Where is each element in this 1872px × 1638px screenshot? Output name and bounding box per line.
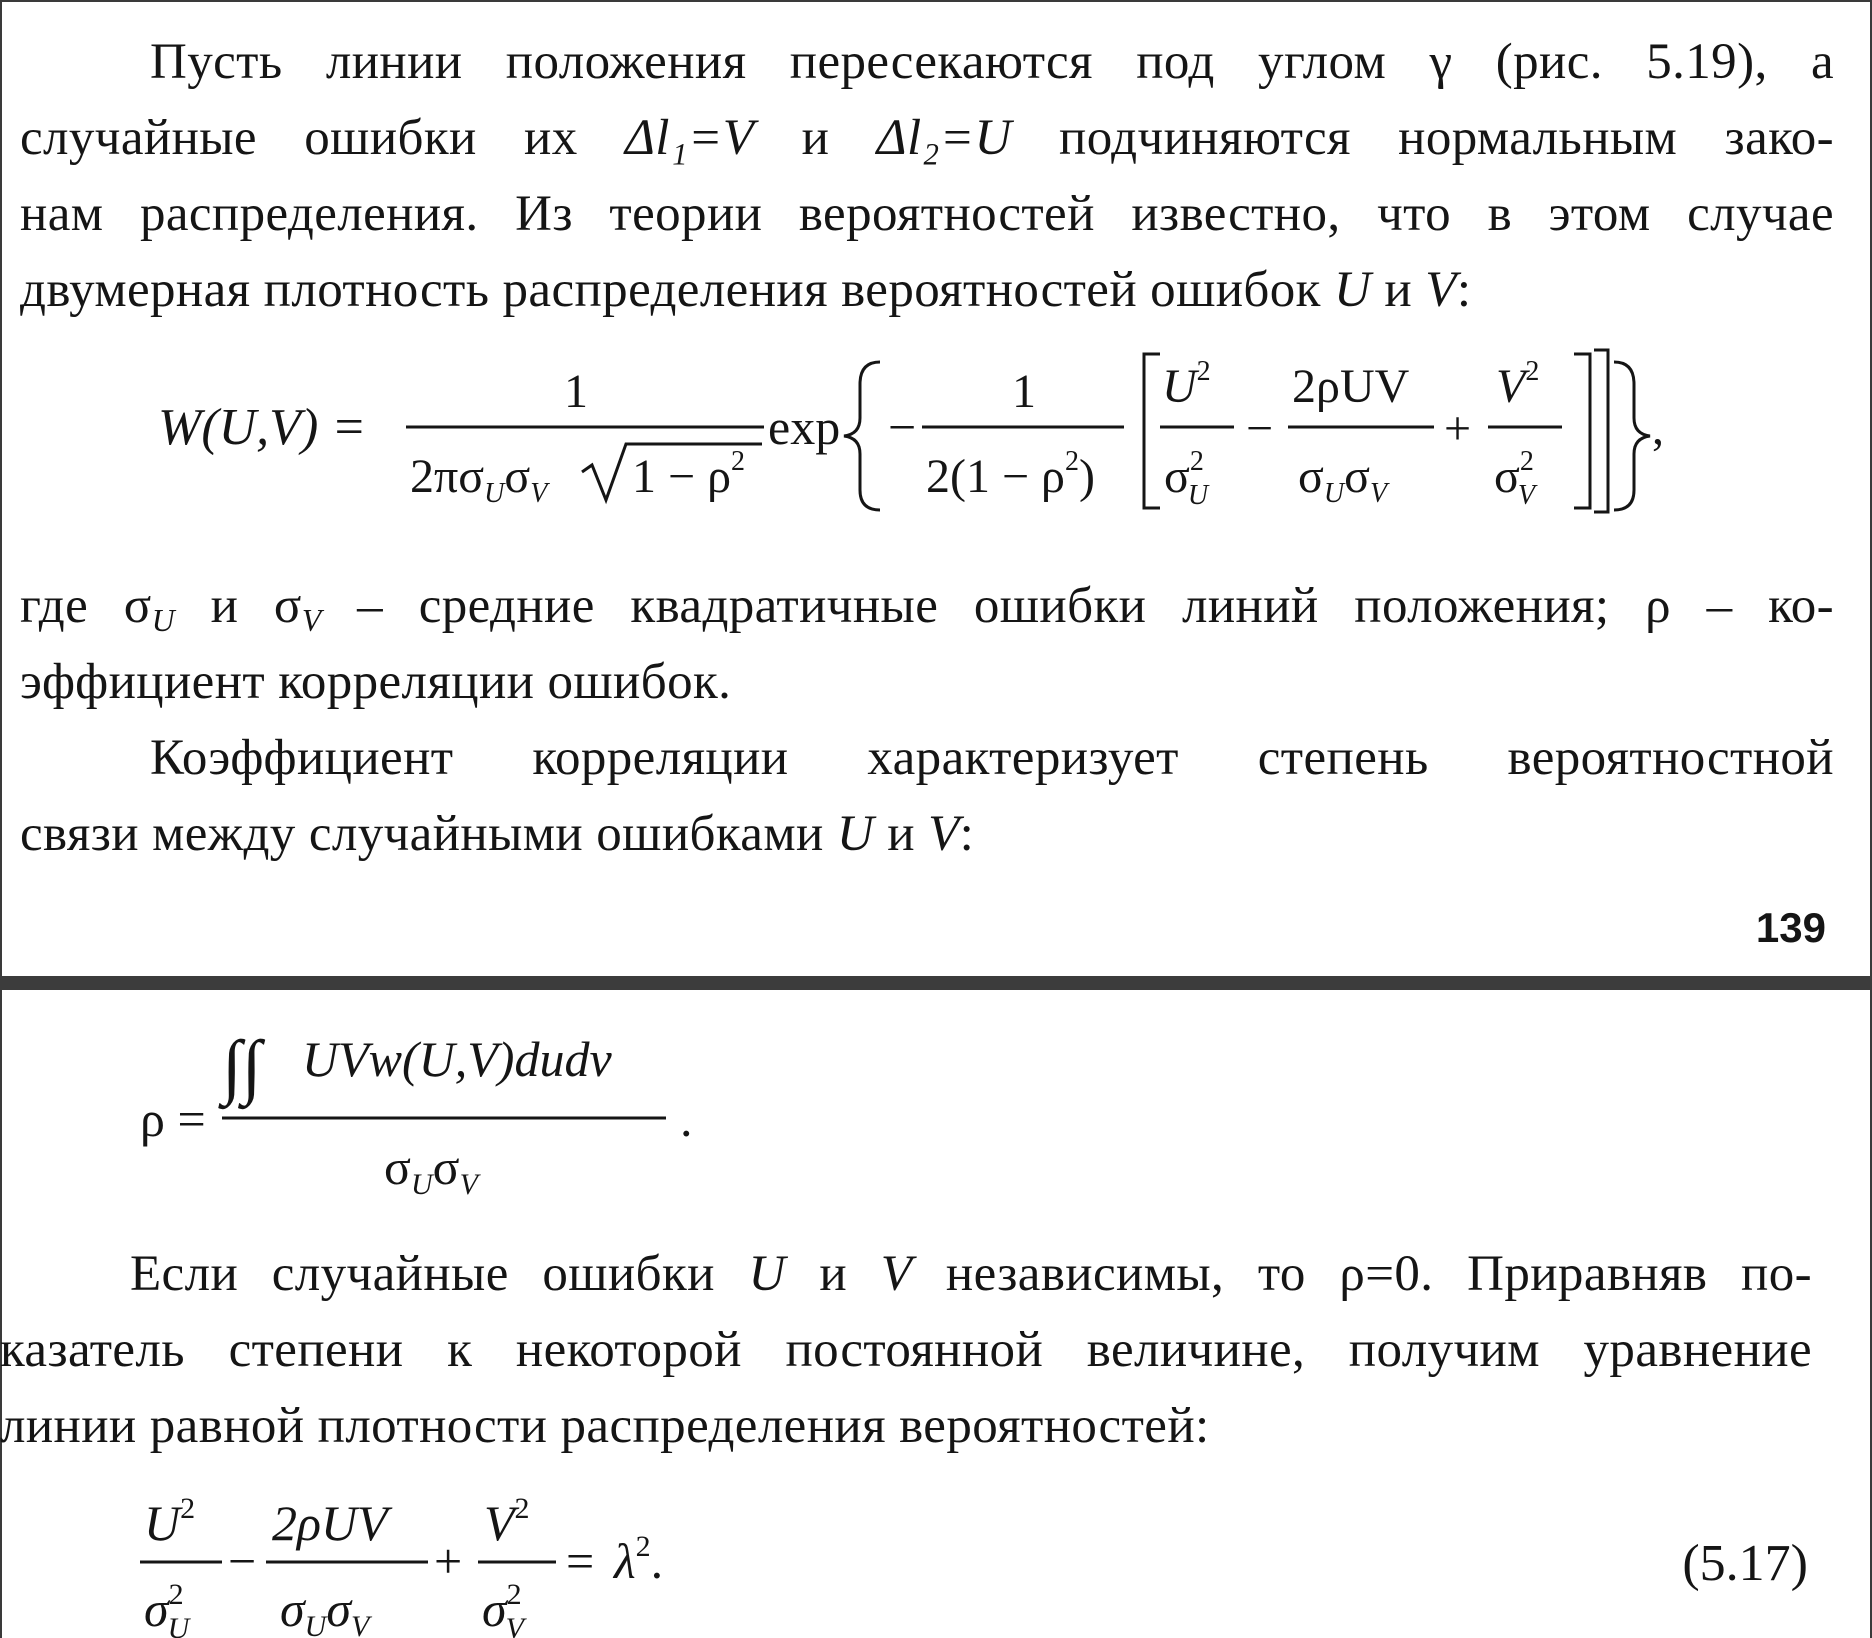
ellipse-term2-den: $\sigma_U\sigma_V$ — [280, 1581, 370, 1638]
sigma-def-line-1: где $\sigma_U$ и $\sigma_V$ – средние квадратичные ошибки линий положения; ρ – ко- — [20, 578, 1834, 638]
page-number: 139 — [1755, 904, 1826, 951]
paragraph-intro — [20, 24, 1834, 328]
term2-num: 2ρUV — [1292, 360, 1410, 413]
independent-line-2: казатель степени к некоторой постоянной величине, получим уравнение — [0, 1322, 1812, 1378]
ellipse-term3-den: $\sigma^2$ V — [482, 1578, 524, 1638]
intro-line-4: двумерная плотность распределения вероятностей ошибок U и V: — [20, 262, 1472, 318]
svg-text:.: . — [680, 1091, 693, 1147]
ellipse-term1-den: $\sigma^2$ U — [144, 1578, 190, 1638]
ellipse-term3-num: $V^2$ — [484, 1492, 530, 1551]
independent-line-3: линии равной плотности распределения вероятностей: — [0, 1398, 1210, 1454]
independent-line-1: Если случайные ошибки U и V независимы, то ρ=0. Приравняв по- — [130, 1246, 1812, 1302]
svg-text:−: − — [228, 1533, 257, 1589]
page-divider — [0, 976, 1872, 990]
intro-line-1: Пусть линии положения пересекаются под углом γ (рис. 5.19), а — [150, 34, 1834, 90]
density-frac1-den: $2\pi\sigma_U\sigma_V$ — [410, 450, 548, 509]
term2-den: $\sigma_U\sigma_V$ — [1298, 450, 1388, 509]
density-frac1-num: 1 — [564, 365, 588, 418]
paragraph-independent — [0, 1236, 1812, 1464]
rho-lhs: ρ = — [140, 1091, 206, 1147]
density-exp: exp — [768, 399, 841, 455]
left-bracket — [1144, 354, 1160, 508]
rho-denominator: $\sigma_U\sigma_V$ — [384, 1139, 478, 1201]
rho-numerator: UVw(U,V)dudv — [302, 1031, 612, 1087]
density-lhs: W(U,V) = — [158, 399, 367, 456]
svg-text:−: − — [1246, 402, 1274, 455]
ellipse-rhs: $\lambda^2$. — [614, 1530, 664, 1589]
svg-text:+: + — [1444, 402, 1472, 455]
formula-rho — [0, 1000, 1872, 1210]
correlation-line-1: Коэффициент корреляции характеризует степень вероятностной — [150, 730, 1834, 786]
svg-text:+: + — [434, 1533, 463, 1589]
density-sqrt-content: $1 - \rho^2$ — [632, 446, 746, 503]
svg-text:,: , — [1652, 402, 1664, 455]
delta-l1-equals-v: Δl₁=V — [624, 110, 755, 166]
left-brace — [844, 362, 880, 510]
paragraph-sigma-definition — [20, 568, 1834, 872]
density-frac2-den: $2(1 - \rho^2)$ — [926, 446, 1095, 503]
ellipse-term2-num: 2ρUV — [272, 1495, 388, 1551]
intro-line-2: случайные ошибки их Δl₁=V и Δl₂=U подчиняются нормальным зако- — [20, 110, 1834, 166]
sigma-def-line-2: эффициент корреляции ошибок. — [20, 654, 732, 710]
term3-num: $V^2$ — [1496, 356, 1540, 413]
right-brace — [1614, 362, 1650, 510]
svg-text:−: − — [888, 399, 917, 455]
svg-text:=: = — [566, 1533, 595, 1589]
term3-den: $\sigma^2$ V — [1494, 446, 1535, 511]
right-bracket-inner — [1574, 354, 1590, 508]
formula-ellipse — [0, 1470, 1500, 1638]
correlation-line-2: связи между случайными ошибками U и V: — [20, 806, 975, 862]
equation-number: (5.17) — [1682, 1535, 1808, 1592]
intro-line-3: нам распределения. Из теории вероятностей известно, что в этом случае — [20, 186, 1834, 242]
right-bracket-outer — [1594, 350, 1608, 512]
delta-l2-equals-u: Δl₂=U — [876, 110, 1012, 166]
term1-den: $\sigma^2$ U — [1164, 446, 1209, 511]
rho-integral: ∫∫ — [222, 1026, 262, 1106]
density-frac2-num: 1 — [1012, 365, 1036, 418]
ellipse-term1-num: $U^2$ — [144, 1492, 196, 1551]
term1-num: $U^2$ — [1162, 356, 1211, 413]
formula-density — [2, 332, 1872, 532]
